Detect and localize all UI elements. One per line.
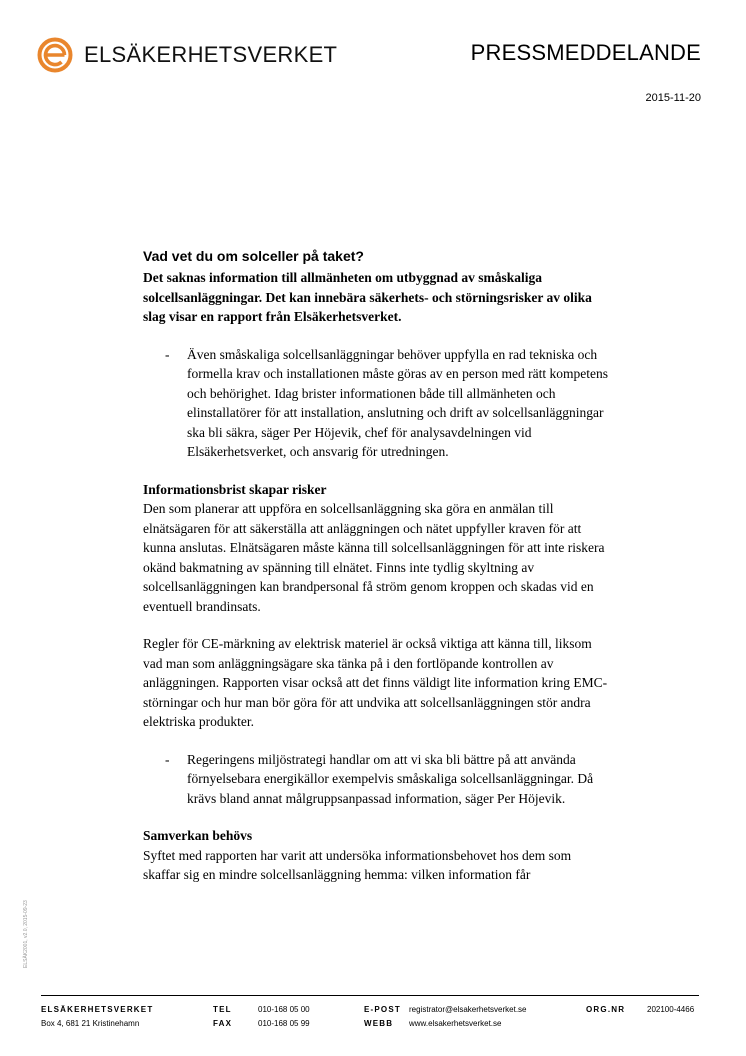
article-lead: Det saknas information till allmänheten om utbyggnad av småskaliga solcellsanläggningar. Det kan innebära säkerhets- och störningsrisker av olika slag visar en rapport från Elsäkerhetsverket. <box>143 270 592 324</box>
footer-tel-label: TEL <box>213 1005 232 1014</box>
document-code: ELSÄK2001, v2.0, 2015-09-23 <box>23 900 29 968</box>
footer-web[interactable]: www.elsakerhetsverket.se <box>409 1019 502 1028</box>
quote-block <box>143 750 608 809</box>
footer-org-name: ELSÄKERHETSVERKET <box>41 1005 154 1014</box>
brand-logo <box>37 37 337 73</box>
footer-fax-label: FAX <box>213 1019 233 1028</box>
document-type: PRESSMEDDELANDE <box>470 40 701 65</box>
footer-email-label: E-POST <box>364 1005 401 1014</box>
footer-address: Box 4, 681 21 Kristinehamn <box>41 1019 140 1028</box>
footer-fax: 010-168 05 99 <box>258 1019 310 1028</box>
quote-text: Regeringens miljöstrategi handlar om att vi ska bli bättre på att använda förnyelsebara energikällor exempelvis småskaliga solcellsanläggningar. Då krävs bland annat målgruppsanpassad information, säger Per Höjevik. <box>187 751 594 806</box>
footer-orgnr: 202100-4466 <box>647 1005 695 1014</box>
quote-dash: - <box>165 751 170 767</box>
quote-text: Även småskaliga solcellsanläggningar behöver uppfylla en rad tekniska och formella krav och installationen måste göras av en person med rätt kompetens och behörighet. Idag brister informationen både till allmänheten och elinstallatörer för att installation, anslutning och drift av solcellsanläggningar ska bli säkra, säger Per Höjevik, chef för analysavdelningen vid Elsäkerhetsverket, och ansvarig för utredningen. <box>187 346 608 459</box>
paragraph: Syftet med rapporten har varit att undersöka informationsbehovet hos dem som skaffar sig en mindre solcellsanläggning hemma: vilken information får <box>143 847 572 882</box>
paragraph: Regler för CE-märkning av elektrisk materiel är också viktiga att känna till, liksom vad man som anläggningsägare ska tänka på i den fortlöpande kontrollen av anläggningen. Rapporten visar också att det finns väldigt lite information kring EMC-störningar och hur man bör göra för att undvika att solcellsanläggningen stör andra elektriska produkter. <box>143 636 608 729</box>
elsakerhetsverket-logo-icon <box>37 37 73 73</box>
brand-name: ELSÄKERHETSVERKET <box>84 42 338 67</box>
section-heading: Informationsbrist skapar risker <box>143 481 327 497</box>
footer-divider <box>41 995 699 996</box>
section-heading: Samverkan behövs <box>143 828 253 843</box>
footer-tel: 010-168 05 00 <box>258 1005 310 1014</box>
footer-orgnr-label: ORG.NR <box>586 1005 626 1014</box>
footer-email[interactable]: registrator@elsakerhetsverket.se <box>409 1005 527 1014</box>
quote-block <box>143 345 608 462</box>
paragraph: Den som planerar att uppföra en solcellsanläggning ska göra en anmälan till elnätsägaren för att säkerställa att anläggningen och nätet uppfyller kraven för att kunna anslutas. Elnätsägaren måste känna till solcellsanläggningen för att inte riskera okänd bakmatning av spänning till elnätet. Finns inte tydlig skyltning av solcellsanläggningen kan brandpersonal få ström genom kroppen och skadas vid en eventuell brandinsats. <box>143 501 605 614</box>
article-body <box>143 246 608 885</box>
footer-web-label: WEBB <box>364 1019 394 1028</box>
quote-dash: - <box>165 346 170 362</box>
article-title: Vad vet du om solceller på taket? <box>143 248 364 264</box>
publication-date: 2015-11-20 <box>645 92 701 104</box>
